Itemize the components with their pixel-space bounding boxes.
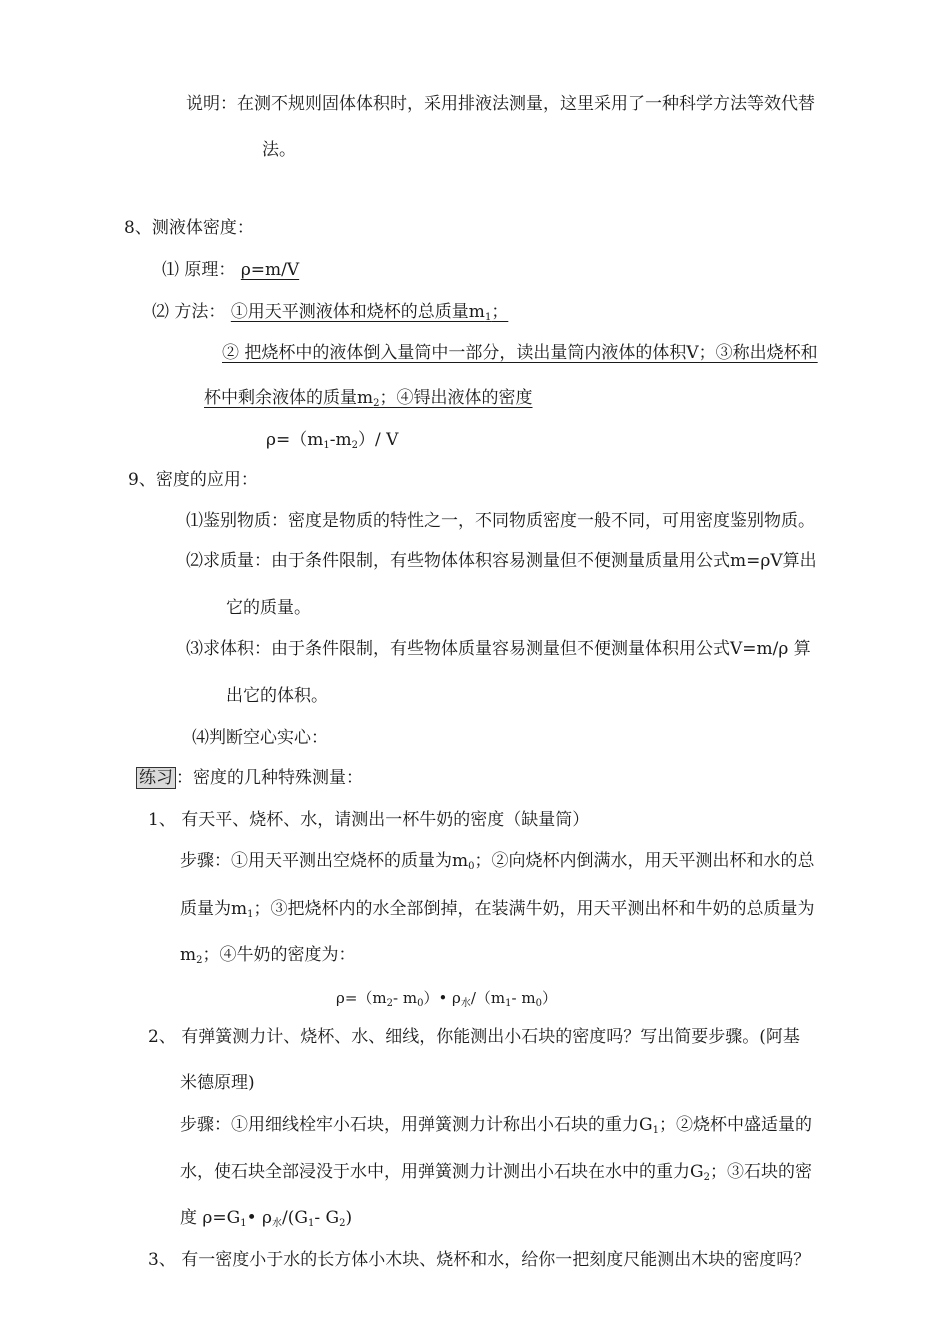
- practice-heading: [136, 766, 363, 790]
- density-formula: $\rho=(m_1-m_2)/$ V: [266, 430, 399, 451]
- q2-steps-line-2: 水，使石块全部浸没于水中，用弹簧测力计测出小石块在水中的重力$G_2$；③石块的密: [180, 1162, 812, 1183]
- practice-title: ：密度的几种特殊测量：: [176, 768, 363, 788]
- section-9-heading: 9、密度的应用：: [128, 470, 258, 490]
- q1-steps-line-2: 质量为$m_1$；③把烧杯内的水全部倒掉，在装满牛奶，用天平测出杯和牛奶的总质量为: [180, 899, 815, 920]
- application-3-line-1: ⑶求体积：由于条件限制，有些物体质量容易测量但不便测量体积用公式V=m/ρ 算: [186, 639, 811, 659]
- method-step-1: ①用天平测液体和烧杯的总质量$m_1$；: [230, 302, 509, 323]
- method-line-3: 杯中剩余液体的质量$m_2$；④锝出液体的密度: [204, 388, 533, 409]
- principle-line: [162, 258, 299, 282]
- method-label: ⑵ 方法：: [152, 302, 226, 322]
- section-8-heading: 8、测液体密度：: [124, 218, 254, 238]
- q1-steps-line-1: 步骤：①用天平测出空烧杯的质量为$m_0$；②向烧杯内倒满水，用天平测出杯和水的总: [180, 851, 815, 872]
- application-3-line-2: 出它的体积。: [226, 686, 328, 706]
- principle-label: ⑴ 原理：: [162, 260, 236, 280]
- application-2-line-2: 它的质量。: [226, 598, 311, 618]
- practice-tag: 练习: [136, 767, 176, 789]
- application-2-line-1: ⑵求质量：由于条件限制，有些物体体积容易测量但不便测量质量用公式m=ρV算出: [186, 551, 817, 571]
- note-line-1: 说明：在测不规则固体体积时，采用排液法测量，这里采用了一种科学方法等效代替: [186, 94, 815, 114]
- question-3: 3、 有一密度小于水的长方体小木块、烧杯和水，给你一把刻度尺能测出木块的密度吗？: [148, 1250, 811, 1270]
- application-1: ⑴鉴别物质：密度是物质的特性之一，不同物质密度一般不同，可用密度鉴别物质。: [186, 511, 815, 531]
- q2-steps-line-1: 步骤：①用细线栓牢小石块，用弹簧测力计称出小石块的重力$G_1$；②烧杯中盛适量的: [180, 1115, 812, 1136]
- question-2-line-2: 米德原理): [180, 1073, 255, 1093]
- application-4: ⑷判断空心实心：: [192, 728, 328, 748]
- q2-steps-line-3: 度 $\rho=G_1•$ $\rho_水/(G_1-$ $G_2$): [180, 1208, 353, 1229]
- method-line-2: ② 把烧杯中的液体倒入量筒中一部分，读出量筒内液体的体积V；③称出烧杯和: [222, 343, 818, 363]
- principle-formula: ρ=m/V: [240, 260, 300, 280]
- question-1: 1、 有天平、烧杯、水，请测出一杯牛奶的密度（缺量筒）: [148, 810, 590, 830]
- note-line-2: 法。: [262, 140, 296, 160]
- question-2-line-1: 2、 有弹簧测力计、烧杯、水、细线，你能测出小石块的密度吗？写出简要步骤。(阿基: [148, 1027, 800, 1047]
- method-line-1: [152, 300, 508, 330]
- q1-formula: $\rho=(m_2-$ $m_0)•$ $\rho_水/(m_1-$ $m_0$）: [336, 989, 557, 1009]
- q1-steps-line-3: $m_2$；④牛奶的密度为：: [180, 945, 356, 966]
